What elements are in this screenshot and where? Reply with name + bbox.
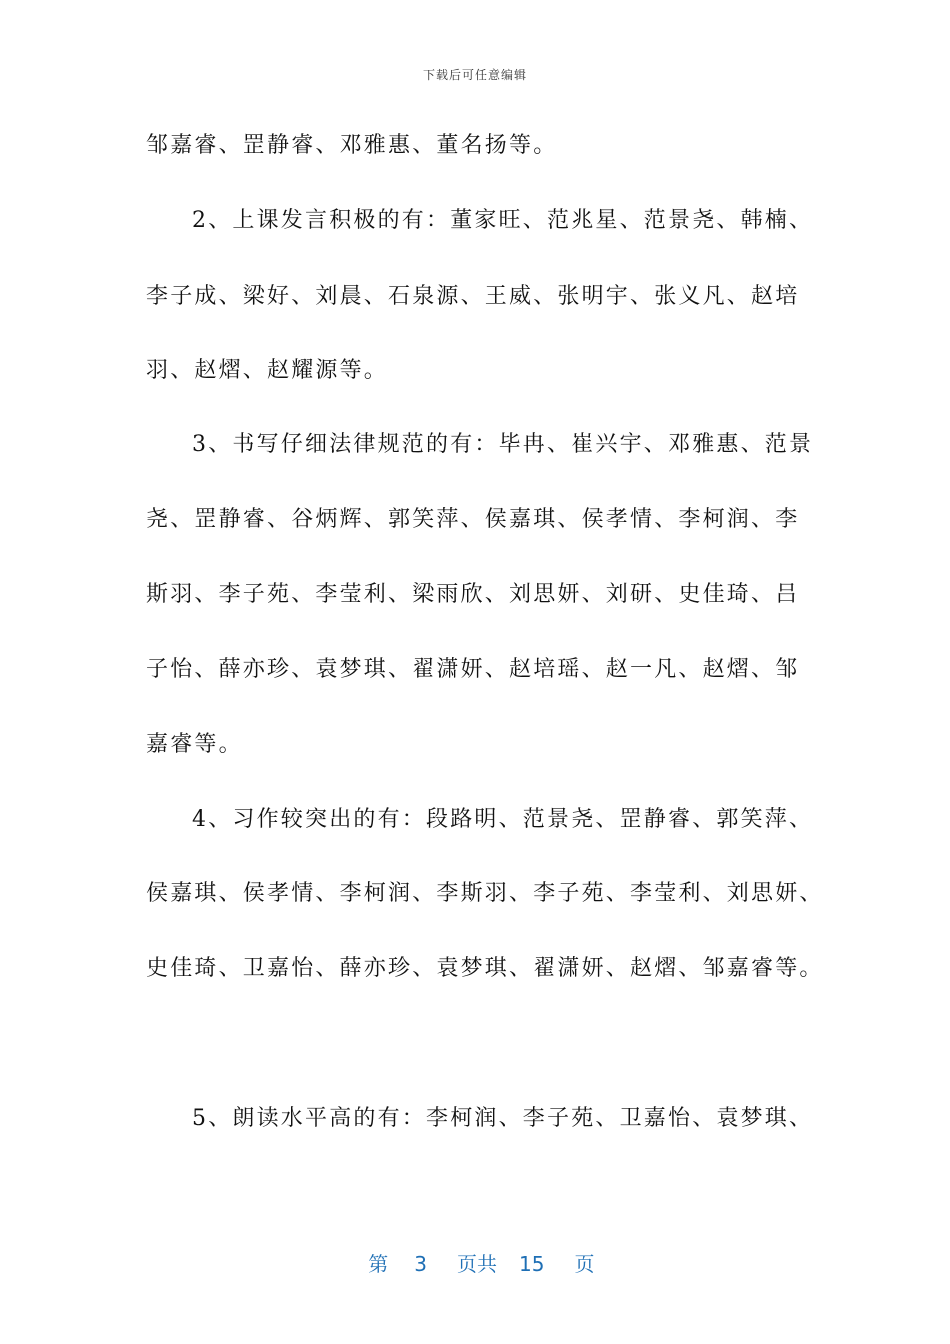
footer-middle: 页共	[457, 1252, 497, 1276]
paragraph-2-line-1: 2、上课发言积极的有：董家旺、范兆星、范景尧、韩楠、	[192, 208, 814, 233]
paragraph-4-line-3: 史佳琦、卫嘉怡、薛亦珍、袁梦琪、翟潇妍、赵熠、邹嘉睿等。	[146, 956, 824, 981]
paragraph-3-line-3: 斯羽、李子苑、李莹利、梁雨欣、刘思妍、刘研、史佳琦、吕	[146, 582, 800, 607]
paragraph-3-line-4: 子怡、薛亦珍、袁梦琪、翟潇妍、赵培瑶、赵一凡、赵熠、邹	[146, 657, 800, 682]
paragraph-3-line-1: 3、书写仔细法律规范的有：毕冉、崔兴宇、邓雅惠、范景	[192, 432, 814, 457]
page-footer	[0, 1224, 950, 1277]
page-header: 下载后可任意编辑	[422, 68, 527, 82]
footer-current-page: 3	[414, 1252, 427, 1276]
paragraph-2-line-3: 羽、赵熠、赵耀源等。	[146, 358, 389, 383]
paragraph-5-line-1: 5、朗读水平高的有：李柯润、李子苑、卫嘉怡、袁梦琪、	[192, 1106, 814, 1131]
paragraph-1-line-1: 邹嘉睿、罡静睿、邓雅惠、董名扬等。	[146, 133, 558, 158]
footer-suffix: 页	[574, 1252, 595, 1276]
footer-prefix: 第	[368, 1252, 389, 1276]
paragraph-4-line-1: 4、习作较突出的有：段路明、范景尧、罡静睿、郭笑萍、	[192, 807, 814, 832]
paragraph-2-line-2: 李子成、梁好、刘晨、石泉源、王威、张明宇、张义凡、赵培	[146, 284, 800, 309]
paragraph-4-line-2: 侯嘉琪、侯孝情、李柯润、李斯羽、李子苑、李莹利、刘思妍、	[146, 881, 824, 906]
paragraph-3-line-2: 尧、罡静睿、谷炳辉、郭笑萍、侯嘉琪、侯孝情、李柯润、李	[146, 507, 800, 532]
paragraph-3-line-5: 嘉睿等。	[146, 732, 243, 757]
footer-total-pages: 15	[519, 1252, 545, 1276]
